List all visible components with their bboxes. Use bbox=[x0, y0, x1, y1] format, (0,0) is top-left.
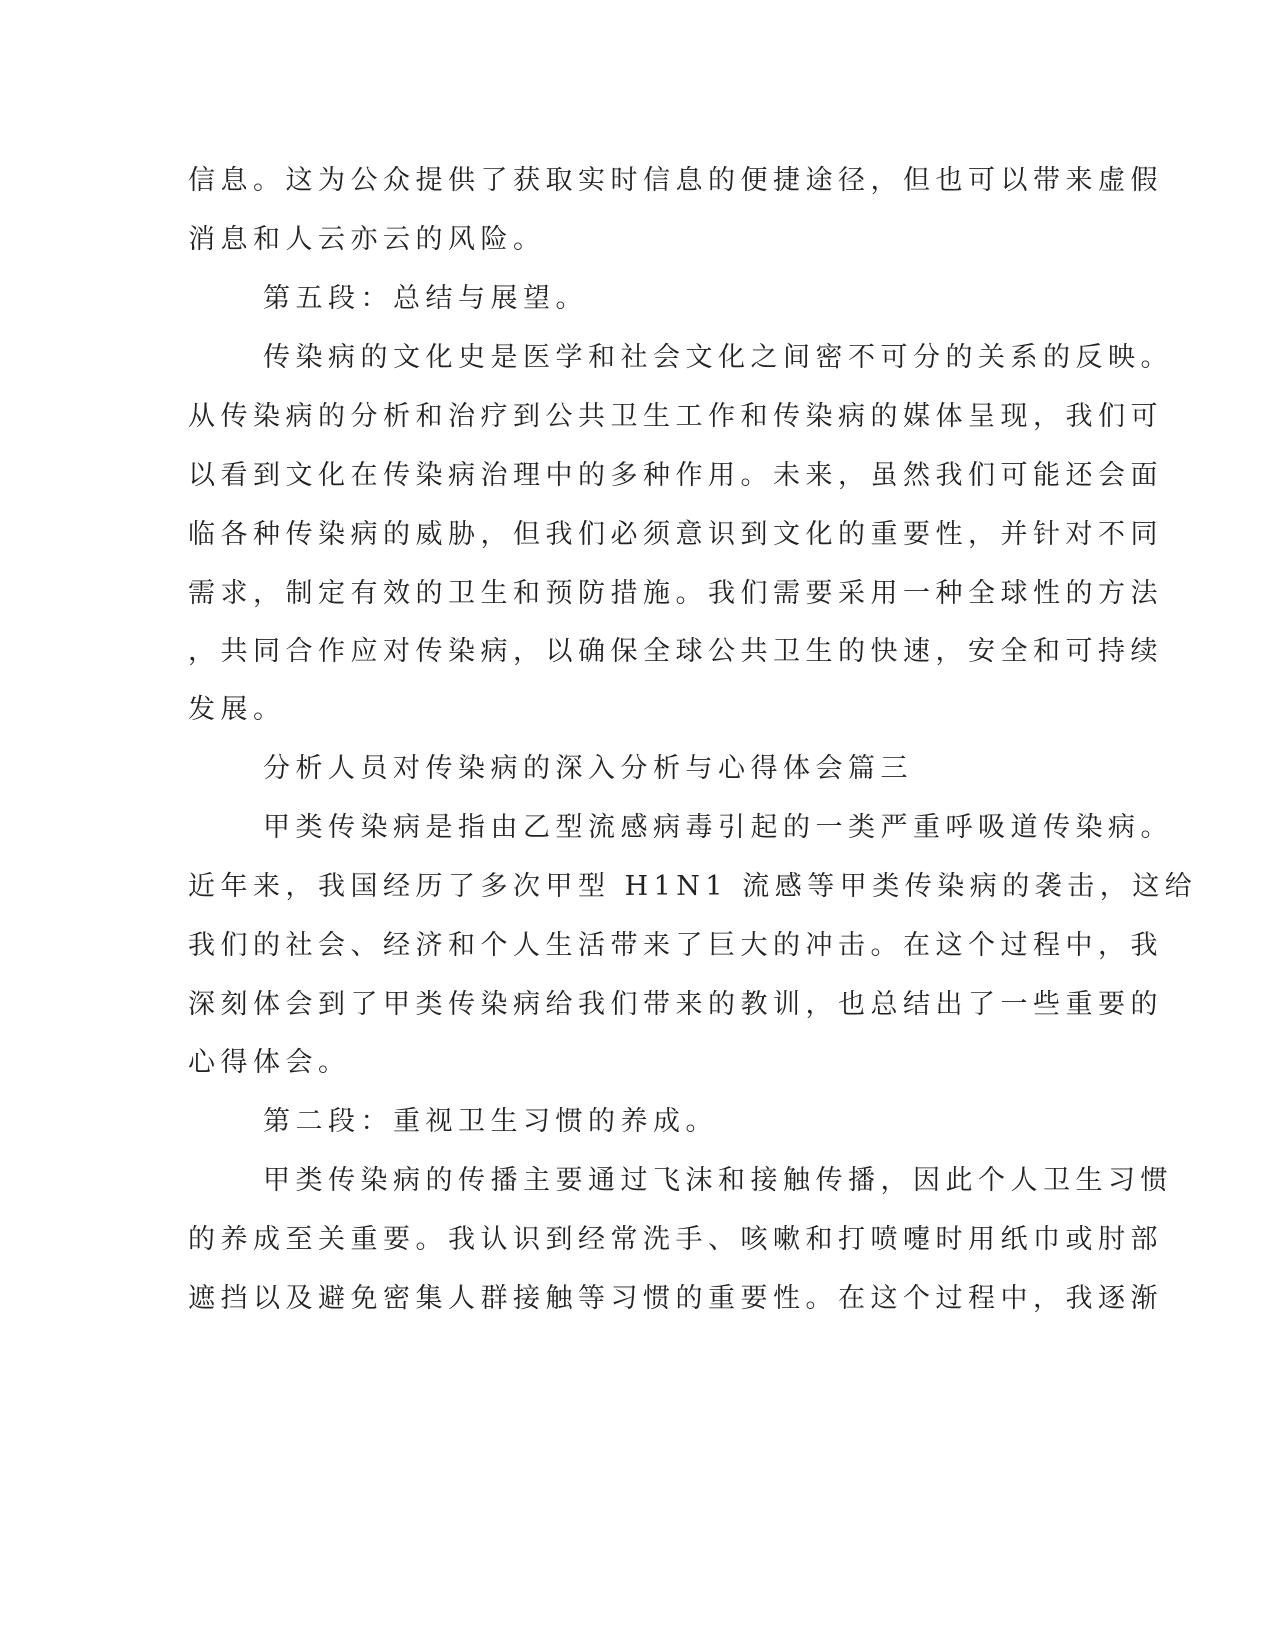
section-heading-2: 第二段：重视卫生习惯的养成。 bbox=[263, 1106, 718, 1137]
text-line-6: 以看到文化在传染病治理中的多种作用。未来，虽然我们可能还会面 bbox=[188, 460, 1163, 491]
text-line-14: 我们的社会、经济和个人生活带来了巨大的冲击。在这个过程中，我 bbox=[188, 930, 1163, 961]
text-line-15: 深刻体会到了甲类传染病给我们带来的教训，也总结出了一些重要的 bbox=[188, 989, 1163, 1020]
text-line-5: 从传染病的分析和治疗到公共卫生工作和传染病的媒体呈现，我们可 bbox=[188, 401, 1163, 432]
text-line-2: 消息和人云亦云的风险。 bbox=[188, 224, 546, 255]
text-line-16: 心得体会。 bbox=[188, 1047, 351, 1078]
text-line-8: 需求，制定有效的卫生和预防措施。我们需要采用一种全球性的方法 bbox=[188, 578, 1163, 609]
text-line-1: 信息。这为公众提供了获取实时信息的便捷途径，但也可以带来虚假 bbox=[188, 165, 1163, 196]
text-line-12: 甲类传染病是指由乙型流感病毒引起的一类严重呼吸道传染病。 bbox=[263, 812, 1173, 843]
text-line-9: ，共同合作应对传染病，以确保全球公共卫生的快速，安全和可持续 bbox=[188, 636, 1163, 667]
text-line-13: 近年来，我国经历了多次甲型 H1N1 流感等甲类传染病的袭击，这给 bbox=[188, 871, 1198, 902]
text-line-18: 甲类传染病的传播主要通过飞沫和接触传播，因此个人卫生习惯 bbox=[263, 1165, 1173, 1196]
text-line-20: 遮挡以及避免密集人群接触等习惯的重要性。在这个过程中，我逐渐 bbox=[188, 1283, 1163, 1314]
text-line-19: 的养成至关重要。我认识到经常洗手、咳嗽和打喷嚏时用纸巾或肘部 bbox=[188, 1224, 1163, 1255]
article-title: 分析人员对传染病的深入分析与心得体会篇三 bbox=[263, 753, 913, 784]
text-line-4: 传染病的文化史是医学和社会文化之间密不可分的关系的反映。 bbox=[263, 342, 1173, 373]
text-line-7: 临各种传染病的威胁，但我们必须意识到文化的重要性，并针对不同 bbox=[188, 519, 1163, 550]
text-line-10: 发展。 bbox=[188, 694, 286, 725]
section-heading-5: 第五段：总结与展望。 bbox=[263, 283, 588, 314]
